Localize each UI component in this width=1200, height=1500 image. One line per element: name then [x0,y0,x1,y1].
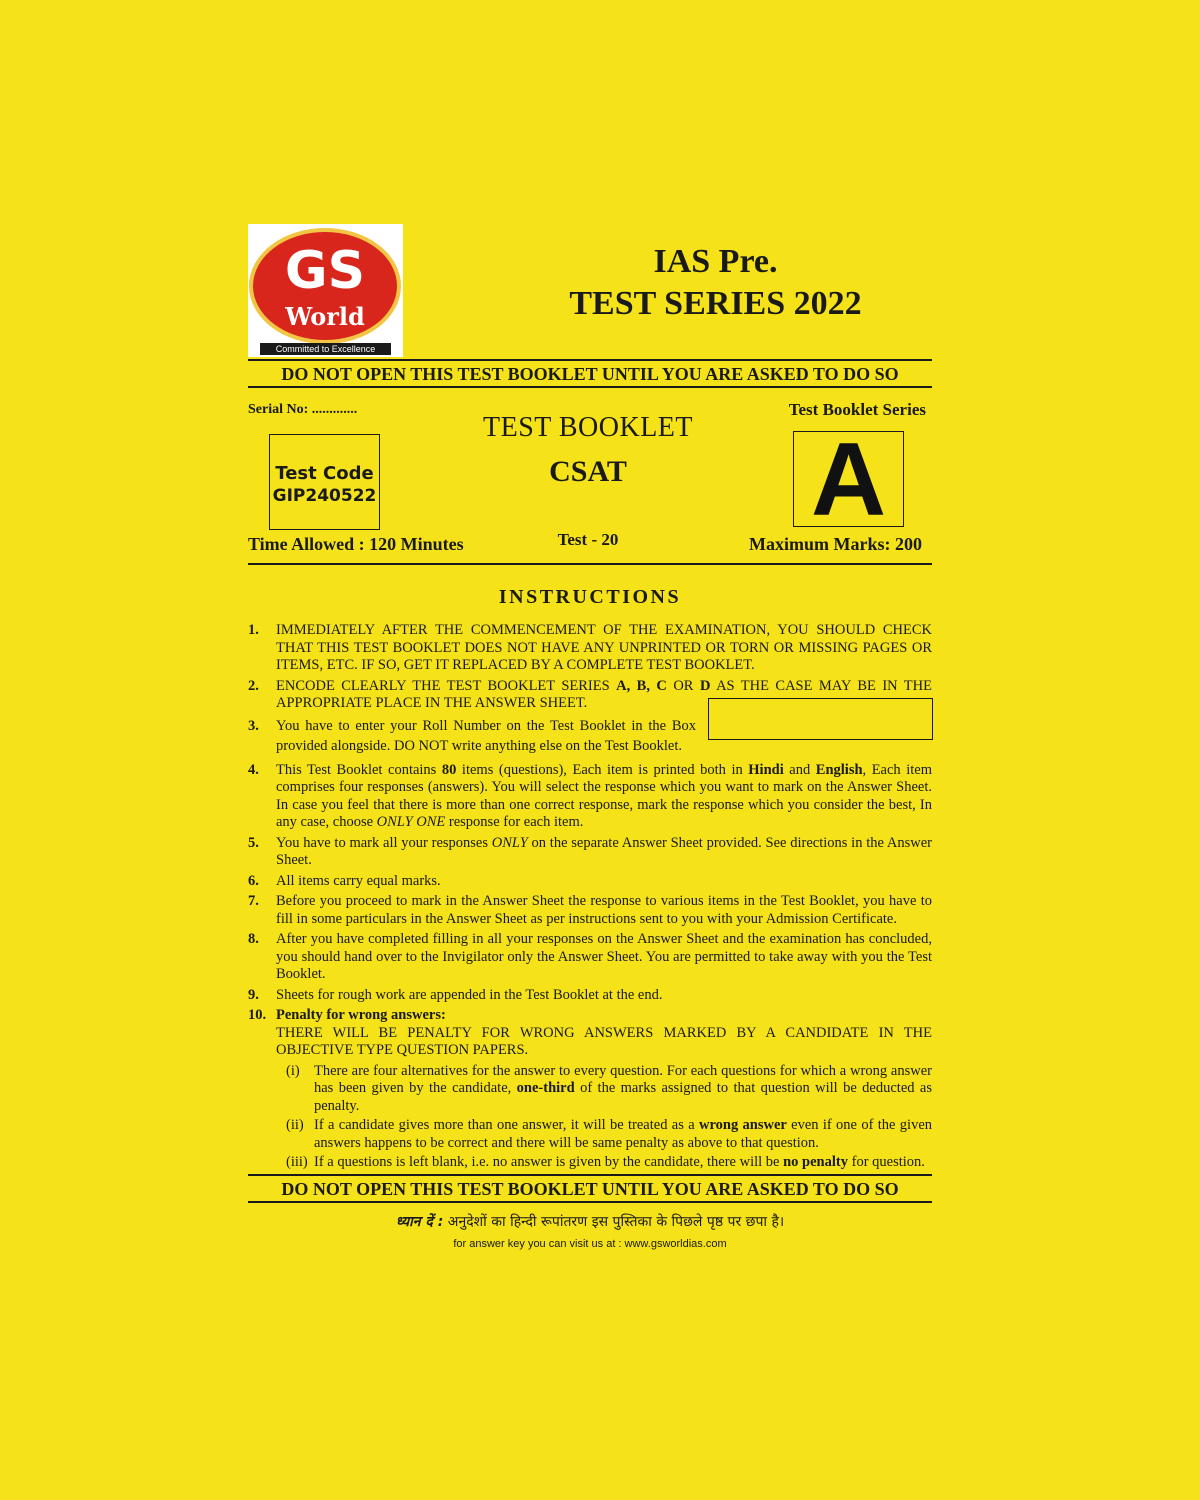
penalty-item: (iii) If a questions is left blank, i.e. no answer is given by the candidate, there will be no penalty for question. [286,1154,925,1170]
divider [248,386,932,388]
test-code-box [269,434,380,530]
instruction-item: 3. You have to enter your Roll Number on the Test Booklet in the Box provided alongside. DO NOT write anything else on the Test Booklet. [248,717,696,754]
booklet-heading [448,410,728,494]
footer-url: for answer key you can visit us at : www.gsworldias.com [453,1238,727,1250]
penalty-item: (i) There are four alternatives for the answer to every question. For each questions for which a wrong answer has been given by the candidate, one-third of the marks assigned to that question will be deducted as penalty. [286,1062,932,1114]
hindi-note [248,1212,932,1231]
gs-world-logo [248,224,403,357]
test-number: Test - 20 [557,530,619,549]
test-code-value: GIP240522 [272,486,377,506]
top-warning: DO NOT OPEN THIS TEST BOOKLET UNTIL YOU ARE ASKED TO DO SO [281,364,899,384]
serial-number: Serial No: ............. [248,402,358,417]
instruction-item: 9. Sheets for rough work are appended in the Test Booklet at the end. [248,986,663,1003]
instruction-item: 4. This Test Booklet contains 80 items (questions), Each item is printed both in Hindi and English, Each item comprises four responses (answers). You will select the response which you want to mark on the Answer Sheet. In case you feel that there is more than one correct response, mark the response which you consider the best, In any case, choose ONLY ONE response for each item. [248,761,932,830]
logo-sub-text: World [285,302,365,331]
maximum-marks: Maximum Marks: 200 [749,534,922,554]
instruction-item: 10. Penalty for wrong answers: THERE WILL BE PENALTY FOR WRONG ANSWERS MARKED BY A CANDIDATE IN THE OBJECTIVE TYPE QUESTION PAPERS. [248,1007,932,1058]
test-code-label: Test Code [275,463,374,484]
divider [248,359,932,361]
series-box [793,422,904,538]
instructions-list [248,622,932,1174]
title-line-2: TEST SERIES 2022 [569,285,862,322]
hindi-note-label: ध्यान दें : [395,1214,444,1230]
logo-caption: Committed to Excellence [260,343,391,355]
logo-main-text: GS [284,241,366,301]
divider [248,1174,932,1176]
divider [248,563,932,565]
booklet-subject: CSAT [549,455,627,488]
time-allowed: Time Allowed : 120 Minutes [248,534,464,554]
title-line-1: IAS Pre. [653,243,778,280]
instructions-title: INSTRUCTIONS [498,586,682,608]
instruction-item: 5. You have to mark all your responses ONLY on the separate Answer Sheet provided. See directions in the Answer Sheet. [248,834,932,868]
instruction-item: 6. All items carry equal marks. [248,872,441,889]
bottom-warning: DO NOT OPEN THIS TEST BOOKLET UNTIL YOU ARE ASKED TO DO SO [281,1179,899,1199]
booklet-title: TEST BOOKLET [482,412,694,443]
instruction-item: 1. IMMEDIATELY AFTER THE COMMENCEMENT OF THE EXAMINATION, YOU SHOULD CHECK THAT THIS TEST BOOKLET DOES NOT HAVE ANY UNPRINTED OR TORN OR MISSING PAGES OR ITEMS, ETC. IF SO, GET IT REPLACED BY A COMPLETE TEST BOOKLET. [248,622,932,673]
header-title [538,242,893,326]
instruction-item: 8. After you have completed filling in all your responses on the Answer Sheet and the examination has concluded, you should hand over to the Invigilator only the Answer Sheet. You are permitted to take away with you the Test Booklet. [248,931,932,982]
series-letter: A [810,422,887,538]
series-label: Test Booklet Series [788,400,926,419]
hindi-note-text: अनुदेशों का हिन्दी रूपांतरण इस पुस्तिका के पिछले पृष्ठ पर छपा है। [443,1214,785,1230]
penalty-item: (ii) If a candidate gives more than one answer, it will be treated as a wrong answer even if one of the given answers happens to be correct and there will be same penalty as above to that question. [286,1117,933,1151]
instruction-item: 7. Before you proceed to mark in the Answer Sheet the response to various items in the Test Booklet, you have to fill in some particulars in the Answer Sheet as per instructions sent to you with your Admission Certificate. [248,893,932,927]
instruction-item: 2. ENCODE CLEARLY THE TEST BOOKLET SERIES A, B, C OR D AS THE CASE MAY BE IN THE APPROPRIATE PLACE IN THE ANSWER SHEET. [248,677,932,711]
divider [248,1201,932,1203]
